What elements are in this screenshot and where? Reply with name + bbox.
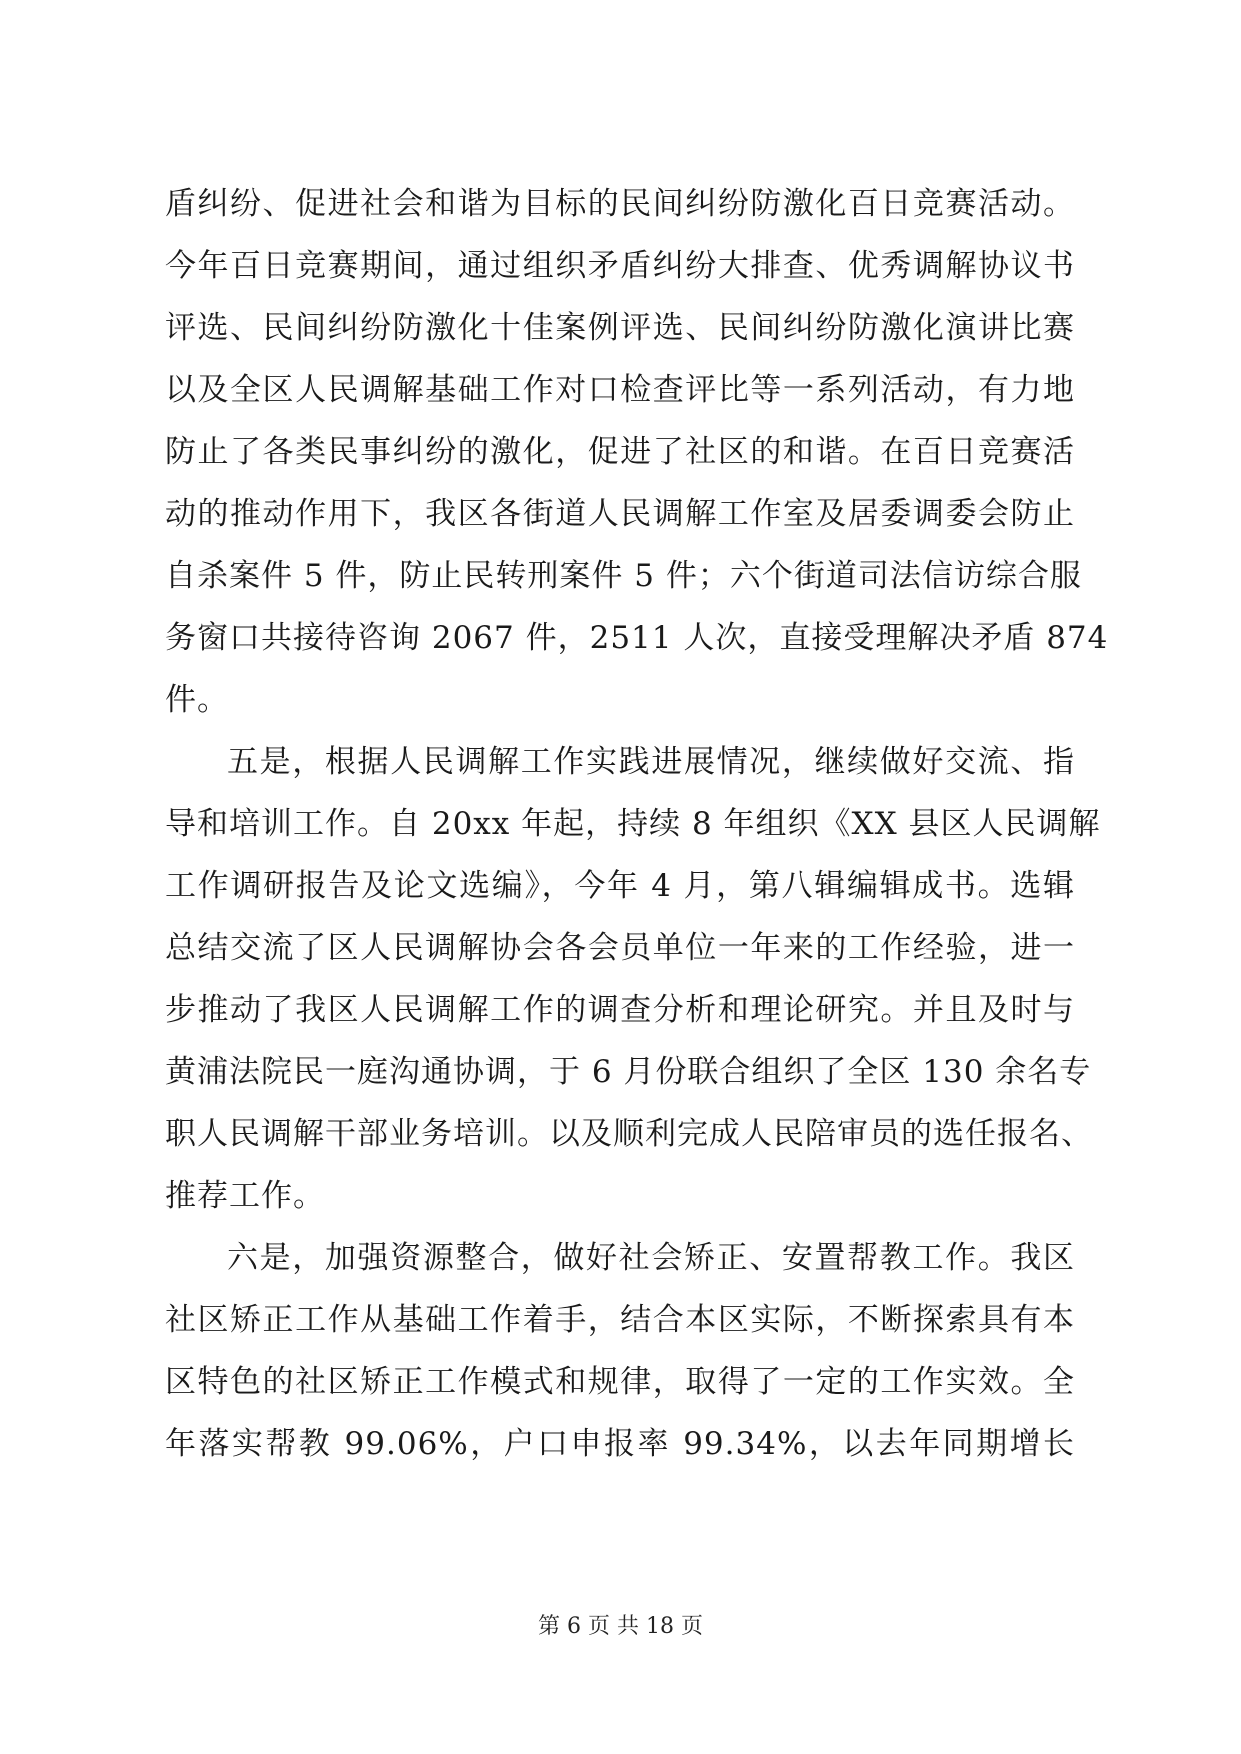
text-line: 区特色的社区矫正工作模式和规律，取得了一定的工作实效。全: [165, 1364, 1075, 1400]
text-line: 黄浦法院民一庭沟通协调，于 6 月份联合组织了全区 130 余名专: [165, 1054, 1092, 1090]
text-line: 今年百日竞赛期间，通过组织矛盾纠纷大排查、优秀调解协议书: [165, 248, 1075, 284]
text-line: 评选、民间纠纷防激化十佳案例评选、民间纠纷防激化演讲比赛: [165, 310, 1075, 346]
text-line: 自杀案件 5 件，防止民转刑案件 5 件；六个街道司法信访综合服: [165, 558, 1082, 594]
text-line: 年落实帮教 99.06%，户口申报率 99.34%，以去年同期增长: [165, 1426, 1075, 1462]
paragraph-start-line: 六是，加强资源整合，做好社会矫正、安置帮教工作。我区: [227, 1240, 1075, 1276]
text-line: 导和培训工作。自 20xx 年起，持续 8 年组织《XX 县区人民调解: [165, 806, 1101, 842]
text-line: 动的推动作用下，我区各街道人民调解工作室及居委调委会防止: [165, 496, 1075, 532]
text-line: 务窗口共接待咨询 2067 件，2511 人次，直接受理解决矛盾 874: [165, 620, 1109, 656]
text-line: 推荐工作。: [165, 1178, 325, 1214]
text-line: 盾纠纷、促进社会和谐为目标的民间纠纷防激化百日竞赛活动。: [165, 186, 1075, 222]
paragraph-start-line: 五是，根据人民调解工作实践进展情况，继续做好交流、指: [227, 744, 1075, 780]
body-text: [165, 173, 1109, 1475]
page-number-footer: 第 6 页 共 18 页: [538, 1614, 703, 1639]
text-line: 社区矫正工作从基础工作着手，结合本区实际，不断探索具有本: [165, 1302, 1075, 1338]
text-line: 防止了各类民事纠纷的激化，促进了社区的和谐。在百日竞赛活: [165, 434, 1075, 470]
text-line: 总结交流了区人民调解协会各会员单位一年来的工作经验，进一: [165, 930, 1075, 966]
text-line: 职人民调解干部业务培训。以及顺利完成人民陪审员的选任报名、: [165, 1116, 1093, 1152]
text-line: 件。: [165, 682, 229, 718]
text-line: 步推动了我区人民调解工作的调查分析和理论研究。并且及时与: [165, 992, 1075, 1028]
text-line: 以及全区人民调解基础工作对口检查评比等一系列活动，有力地: [165, 372, 1075, 408]
text-line: 工作调研报告及论文选编》，今年 4 月，第八辑编辑成书。选辑: [165, 868, 1075, 904]
